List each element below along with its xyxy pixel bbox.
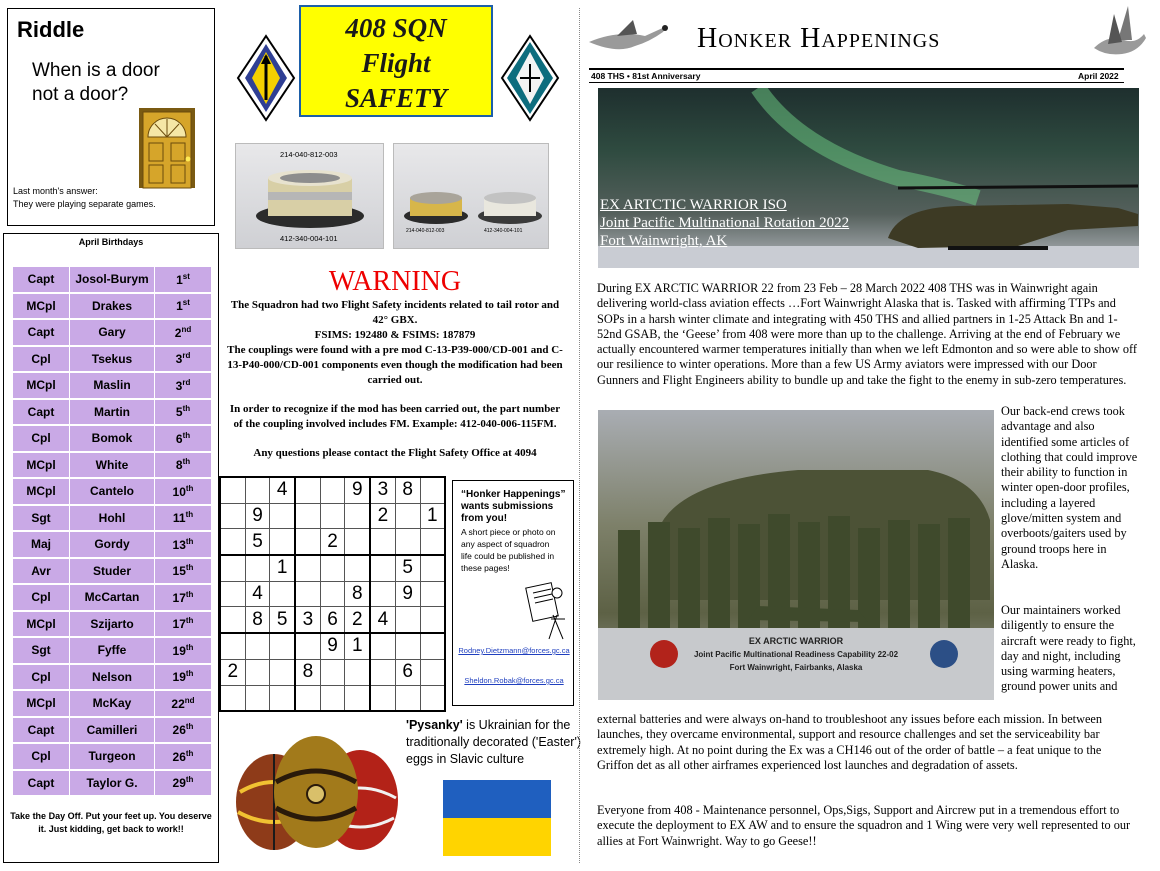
sudoku-cell[interactable] [395, 529, 420, 555]
birthday-name: Cantelo [70, 479, 154, 504]
sudoku-row [220, 633, 445, 659]
birthday-name: Maslin [70, 373, 154, 398]
pysanky-eggs-image [232, 732, 402, 854]
article-paragraph-3: Our maintainers worked diligently to ensure the aircraft were ready to fight, day and night, including using warming heaters, ground power units and [1001, 603, 1136, 694]
birthday-rank: MCpl [13, 479, 69, 504]
helicopter-aurora-photo [598, 88, 1139, 268]
sudoku-cell[interactable]: 9 [320, 633, 345, 659]
sudoku-cell[interactable] [295, 685, 320, 711]
birthday-date [155, 665, 211, 690]
birthday-day-suffix: th [185, 722, 194, 732]
birthday-name: Taylor G. [70, 771, 154, 796]
birthday-date [155, 320, 211, 345]
birthday-row [13, 612, 211, 637]
sudoku-cell[interactable] [395, 607, 420, 633]
sudoku-cell[interactable]: 8 [395, 477, 420, 503]
birthday-row [13, 426, 211, 451]
birthday-date [155, 373, 211, 398]
birthday-row [13, 294, 211, 319]
birthday-date [155, 612, 211, 637]
birthday-date [155, 426, 211, 451]
coupling-photo-2 [393, 143, 549, 249]
sudoku-cell[interactable] [320, 581, 345, 607]
article-paragraph-1: During EX ARCTIC WARRIOR 22 from 23 Feb – 28 March 2022 408 THS was in Wainwright again delivering world-class aviation effects …Fort Wainwright Alaska that is. Tasked with affirming TTPs and SOPs in a harsh winter climate and integrating with 450 THS and allied partners in 1-25 Attack Bn and 1-52nd GSAB, the ‘Geese’ from 408 were more than up to the challenge. Arriving at the end of February we actually encountered warmer temperatures initially than when we left Edmonton and so were able to show off our resilience to winter operations. More than a few US Army aviators were impressed with our Door Gunners and Flight Engineers ability to bundle up and take the fight to the enemy in sub-zero temperatures. [597, 281, 1137, 387]
birthday-rank: Capt [13, 267, 69, 292]
birthday-name: Szijarto [70, 612, 154, 637]
sudoku-row [220, 555, 445, 581]
warning-para-2: The couplings were found with a pre mod C-13-P39-000/CD-001 and C-13-P40-000/CD-001 components even though the modification had been carried out. [227, 344, 563, 386]
sudoku-row [220, 477, 445, 503]
email-link-2[interactable]: Sheldon.Robak@forces.gc.ca [464, 676, 564, 685]
birthday-day-suffix: th [185, 536, 194, 546]
birthday-day: 2 [174, 325, 182, 340]
squadron-crest-icon [236, 34, 296, 122]
sudoku-cell[interactable] [420, 581, 445, 607]
sudoku-cell[interactable]: 8 [245, 607, 270, 633]
caption-line-3: Fort Wainwright, AK [600, 233, 728, 249]
sudoku-cell[interactable]: 1 [270, 555, 295, 581]
birthday-day-suffix: rd [182, 377, 191, 387]
birthday-date [155, 638, 211, 663]
coupling-photo-1 [235, 143, 384, 249]
birthday-rank: Capt [13, 320, 69, 345]
birthday-rank: Cpl [13, 585, 69, 610]
birthday-date [155, 585, 211, 610]
birthday-name: Nelson [70, 665, 154, 690]
birthday-row [13, 373, 211, 398]
birthdays-title: April Birthdays [78, 237, 144, 247]
birthday-name: McKay [70, 691, 154, 716]
birthday-rank: MCpl [13, 691, 69, 716]
sudoku-cell[interactable]: 5 [245, 529, 270, 555]
birthdays-box [3, 233, 219, 863]
birthday-date [155, 691, 211, 716]
warning-fsims: FSIMS: 192480 & FSIMS: 187879 [314, 329, 476, 341]
sudoku-cell[interactable] [220, 477, 245, 503]
sudoku-grid [219, 476, 446, 712]
sudoku-cell[interactable] [220, 529, 245, 555]
sudoku-cell[interactable] [295, 503, 320, 529]
birthday-name: Drakes [70, 294, 154, 319]
birthday-rank: MCpl [13, 612, 69, 637]
birthday-day: 26 [172, 723, 186, 738]
flight-safety-line3: SAFETY [344, 83, 448, 113]
birthday-day: 3 [175, 378, 183, 393]
birthday-day-suffix: th [182, 430, 191, 440]
part-label-small-2: 412-340-004-101 [484, 228, 523, 234]
sudoku-cell[interactable] [245, 633, 270, 659]
part-label-small-1: 214-040-812-003 [406, 228, 445, 234]
banner-subtitle: Joint Pacific Multinational Readiness Capability 22-02 [693, 650, 899, 659]
flight-safety-line1: 408 SQN [345, 13, 447, 43]
sudoku-cell[interactable] [395, 633, 420, 659]
submissions-heading: “Honker Happenings” wants submissions from you! [461, 489, 566, 524]
group-photo [598, 410, 994, 700]
birthday-day: 1 [176, 272, 183, 287]
riddle-answer-label: Last month's answer: [13, 186, 98, 196]
submissions-body: A short piece or photo on any aspect of squadron life could be published in these pages! [461, 527, 556, 573]
sudoku-cell[interactable] [345, 685, 370, 711]
email-link-1[interactable]: Rodney.Dietzmann@forces.gc.ca [458, 646, 570, 655]
birthday-rank: MCpl [13, 453, 69, 478]
sudoku-cell[interactable] [370, 633, 395, 659]
birthday-day: 17 [172, 617, 186, 632]
sudoku-cell[interactable] [270, 685, 295, 711]
part-label-bottom: 412-340-004-101 [280, 234, 338, 243]
birthday-day: 8 [175, 458, 183, 473]
sudoku-cell[interactable] [270, 633, 295, 659]
article-paragraph-5: Everyone from 408 - Maintenance personnel, Ops,Sigs, Support and Aircrew put in a tremendous effort to execute the deployment to EX AW and to ensure the squadron and 1 Wing were very well represented to our allies at Fort Wainwright. Way to go Geese!! [597, 803, 1131, 848]
birthday-date [155, 744, 211, 769]
sudoku-cell[interactable]: 5 [270, 607, 295, 633]
birthday-day: 10 [172, 484, 186, 499]
birthdays-footer: Take the Day Off. Put your feet up. You deserve it. Just kidding, get back to work!! [10, 811, 212, 834]
sudoku-cell[interactable]: 4 [270, 477, 295, 503]
banner-location: Fort Wainwright, Fairbanks, Alaska [729, 663, 863, 672]
article-paragraph-2: Our back-end crews took advantage and also identified some articles of clothing that could improve their ability to function in winter open-door profiles, including a layered glove/mitten system and overboots/gaiters used by ground troops here in Alaska. [1001, 404, 1138, 571]
birthday-rank: Sgt [13, 506, 69, 531]
sudoku-row [220, 659, 445, 685]
birthday-day-suffix: th [185, 748, 194, 758]
sudoku-cell[interactable]: 2 [220, 659, 245, 685]
sudoku-cell[interactable]: 4 [370, 607, 395, 633]
sudoku-cell[interactable] [370, 529, 395, 555]
birthday-row [13, 638, 211, 663]
sudoku-cell[interactable] [320, 555, 345, 581]
birthday-day: 6 [175, 431, 183, 446]
sudoku-cell[interactable] [270, 581, 295, 607]
birthday-day: 29 [172, 776, 186, 791]
sudoku-cell[interactable] [345, 659, 370, 685]
birthday-row [13, 744, 211, 769]
riddle-question: When is a door not a door? [32, 60, 160, 105]
birthday-day-suffix: th [182, 404, 191, 414]
birthday-day: 5 [175, 405, 183, 420]
birthday-row [13, 267, 211, 292]
sudoku-cell[interactable] [420, 529, 445, 555]
birthday-name: White [70, 453, 154, 478]
sudoku-cell[interactable] [420, 555, 445, 581]
birthday-date [155, 559, 211, 584]
birthday-date [155, 718, 211, 743]
goose-icon-right [1088, 4, 1148, 64]
birthday-day-suffix: th [185, 669, 194, 679]
birthday-day: 22 [171, 696, 185, 711]
submissions-box [452, 480, 574, 706]
birthday-day-suffix: th [185, 589, 194, 599]
sudoku-cell[interactable] [245, 659, 270, 685]
sudoku-cell[interactable]: 9 [345, 477, 370, 503]
sudoku-cell[interactable] [270, 659, 295, 685]
birthday-name: McCartan [70, 585, 154, 610]
birthday-day: 1 [176, 299, 183, 314]
sudoku-cell[interactable] [220, 503, 245, 529]
birthday-row [13, 532, 211, 557]
sudoku-row [220, 581, 445, 607]
birthday-row [13, 771, 211, 796]
sudoku-row [220, 685, 445, 711]
birthday-name: Studer [70, 559, 154, 584]
sudoku-cell[interactable] [220, 555, 245, 581]
header-rule-top [589, 68, 1124, 70]
birthday-day: 15 [172, 564, 186, 579]
sudoku-cell[interactable]: 9 [245, 503, 270, 529]
sudoku-cell[interactable] [420, 607, 445, 633]
birthday-rank: Sgt [13, 638, 69, 663]
birthday-day-suffix: th [185, 563, 194, 573]
sudoku-row [220, 529, 445, 555]
birthday-day: 13 [172, 537, 186, 552]
sudoku-cell[interactable]: 3 [295, 607, 320, 633]
sudoku-cell[interactable] [320, 685, 345, 711]
newsletter-subtitle: 408 THS • 81st Anniversary [591, 71, 701, 81]
sudoku-cell[interactable] [220, 633, 245, 659]
newsletter-date: April 2022 [1078, 71, 1119, 81]
sudoku-cell[interactable] [345, 503, 370, 529]
sudoku-cell[interactable] [345, 529, 370, 555]
sudoku-cell[interactable]: 6 [320, 607, 345, 633]
birthday-rank: Maj [13, 532, 69, 557]
warning-para-3: In order to recognize if the mod has been carried out, the part number of the coupling involved includes FM. Example: 412-040-006-115FM. [229, 403, 561, 430]
part-label-top: 214-040-812-003 [280, 150, 338, 159]
birthday-row [13, 347, 211, 372]
caption-line-1: EX ARTCTIC WARRIOR ISO [600, 197, 787, 213]
sudoku-cell[interactable] [395, 503, 420, 529]
birthday-day-suffix: th [185, 483, 194, 493]
birthday-name: Fyffe [70, 638, 154, 663]
birthdays-table [12, 265, 212, 797]
column-divider [579, 8, 580, 863]
birthday-name: Hohl [70, 506, 154, 531]
sudoku-cell[interactable] [270, 503, 295, 529]
sudoku-cell[interactable] [370, 581, 395, 607]
goose-icon-left [587, 20, 671, 60]
sudoku-cell[interactable]: 8 [345, 581, 370, 607]
sudoku-cell[interactable] [295, 529, 320, 555]
sudoku-cell[interactable] [320, 477, 345, 503]
birthday-day-suffix: th [182, 457, 191, 467]
birthday-rank: MCpl [13, 294, 69, 319]
sudoku-cell[interactable] [420, 659, 445, 685]
birthday-day-suffix: th [185, 775, 194, 785]
sudoku-cell[interactable] [295, 581, 320, 607]
birthday-day-suffix: st [182, 298, 190, 308]
pysanky-text [406, 717, 581, 768]
birthday-rank: MCpl [13, 373, 69, 398]
sudoku-cell[interactable] [295, 633, 320, 659]
birthday-name: Camilleri [70, 718, 154, 743]
birthday-date [155, 453, 211, 478]
sudoku-cell[interactable] [295, 477, 320, 503]
sudoku-row [220, 607, 445, 633]
sudoku-cell[interactable] [220, 607, 245, 633]
banner-title: EX ARCTIC WARRIOR [748, 636, 844, 646]
birthday-rank: Avr [13, 559, 69, 584]
birthday-day: 3 [175, 352, 183, 367]
birthday-name: Bomok [70, 426, 154, 451]
sudoku-cell[interactable]: 1 [420, 503, 445, 529]
birthday-date [155, 267, 211, 292]
birthday-row [13, 479, 211, 504]
sudoku-cell[interactable]: 3 [370, 477, 395, 503]
birthday-day-suffix: nd [184, 695, 195, 705]
sudoku-cell[interactable] [345, 555, 370, 581]
sudoku-cell[interactable] [270, 529, 295, 555]
birthday-name: Tsekus [70, 347, 154, 372]
warning-para-1: The Squadron had two Flight Safety incidents related to tail rotor and 42° GBX. [230, 299, 560, 326]
birthday-row [13, 506, 211, 531]
warning-block [226, 266, 564, 461]
sudoku-cell[interactable] [320, 659, 345, 685]
door-icon [138, 107, 196, 189]
sudoku-cell[interactable]: 9 [395, 581, 420, 607]
riddle-answer-text: They were playing separate games. [13, 199, 156, 209]
birthday-name: Gary [70, 320, 154, 345]
birthday-rank: Cpl [13, 347, 69, 372]
flight-safety-line2: Flight [361, 48, 431, 78]
helicopter-photo-caption [600, 196, 849, 250]
sudoku-row [220, 503, 445, 529]
sudoku-cell[interactable] [245, 477, 270, 503]
birthday-row [13, 585, 211, 610]
sudoku-cell[interactable] [420, 633, 445, 659]
sudoku-cell[interactable] [295, 555, 320, 581]
riddle-box [7, 8, 215, 226]
sudoku-cell[interactable] [395, 685, 420, 711]
sudoku-cell[interactable] [220, 581, 245, 607]
birthday-name: Martin [70, 400, 154, 425]
sudoku-cell[interactable]: 2 [370, 503, 395, 529]
coupling-icon [254, 166, 366, 230]
sudoku-cell[interactable] [245, 685, 270, 711]
birthday-rank: Capt [13, 718, 69, 743]
birthday-date [155, 294, 211, 319]
birthday-date [155, 506, 211, 531]
sudoku-cell[interactable] [420, 685, 445, 711]
newsreader-icon [523, 579, 571, 643]
birthday-row [13, 691, 211, 716]
flight-safety-header [299, 5, 493, 117]
birthday-name: Gordy [70, 532, 154, 557]
birthday-rank: Cpl [13, 665, 69, 690]
birthday-row [13, 400, 211, 425]
sudoku-cell[interactable]: 5 [395, 555, 420, 581]
birthday-day-suffix: rd [182, 351, 191, 361]
birthday-day: 26 [172, 749, 186, 764]
birthday-day: 19 [172, 670, 186, 685]
birthday-day-suffix: th [185, 616, 194, 626]
birthday-day-suffix: st [182, 271, 190, 281]
birthday-rank: Capt [13, 400, 69, 425]
article-paragraph-4: external batteries and were always on-hand to troubleshoot any issues before each mission. In between launches, they overcame environmental, support and resource challenges and set the serviceability bar extremely high. At no point during the Ex was a CH146 out of the order of battle – a feat unique to the Griffon det as all other airframes experienced lost launches and degradation of assets. [597, 712, 1103, 772]
sudoku-cell[interactable] [220, 685, 245, 711]
birthday-day: 19 [172, 643, 186, 658]
birthday-name: Turgeon [70, 744, 154, 769]
safety-crest-icon [500, 34, 560, 122]
birthday-day: 11 [172, 511, 186, 526]
sudoku-cell[interactable] [320, 503, 345, 529]
sudoku-cell[interactable]: 1 [345, 633, 370, 659]
sudoku-cell[interactable]: 6 [395, 659, 420, 685]
birthday-rank: Cpl [13, 744, 69, 769]
birthday-date [155, 347, 211, 372]
warning-heading: WARNING [328, 266, 462, 297]
sudoku-cell[interactable] [370, 555, 395, 581]
sudoku-puzzle [219, 476, 446, 712]
sudoku-cell[interactable] [245, 555, 270, 581]
birthday-day-suffix: th [185, 510, 194, 520]
sudoku-cell[interactable] [370, 685, 395, 711]
birthday-rank: Capt [13, 771, 69, 796]
birthday-day: 17 [172, 590, 186, 605]
sudoku-cell[interactable] [370, 659, 395, 685]
birthday-row [13, 665, 211, 690]
birthday-rank: Cpl [13, 426, 69, 451]
header-rule-bottom [589, 82, 1124, 83]
sudoku-cell[interactable]: 2 [320, 529, 345, 555]
pysanky-definition: is Ukrainian for the traditionally decorated ('Easter') eggs in Slavic culture [406, 718, 581, 766]
couplings-icon [400, 184, 546, 226]
birthday-date [155, 400, 211, 425]
birthday-row [13, 453, 211, 478]
caption-line-2: Joint Pacific Multinational Rotation 2022 [600, 215, 850, 231]
birthday-date [155, 771, 211, 796]
birthday-name: Josol-Burym [70, 267, 154, 292]
pysanky-word: 'Pysanky' [406, 718, 463, 732]
birthday-day-suffix: nd [181, 324, 192, 334]
warning-para-4: Any questions please contact the Flight Safety Office at 4094 [253, 447, 537, 459]
sudoku-cell[interactable]: 8 [295, 659, 320, 685]
ukraine-flag [443, 780, 551, 856]
birthday-date [155, 479, 211, 504]
birthday-row [13, 559, 211, 584]
birthday-day-suffix: th [185, 642, 194, 652]
newsletter-title: Honker Happenings [697, 23, 941, 54]
birthday-date [155, 532, 211, 557]
riddle-title: Riddle [17, 17, 85, 42]
birthday-row [13, 320, 211, 345]
sudoku-cell[interactable]: 4 [245, 581, 270, 607]
sudoku-cell[interactable]: 2 [345, 607, 370, 633]
birthday-row [13, 718, 211, 743]
sudoku-cell[interactable] [420, 477, 445, 503]
riddle-answer [13, 185, 156, 211]
